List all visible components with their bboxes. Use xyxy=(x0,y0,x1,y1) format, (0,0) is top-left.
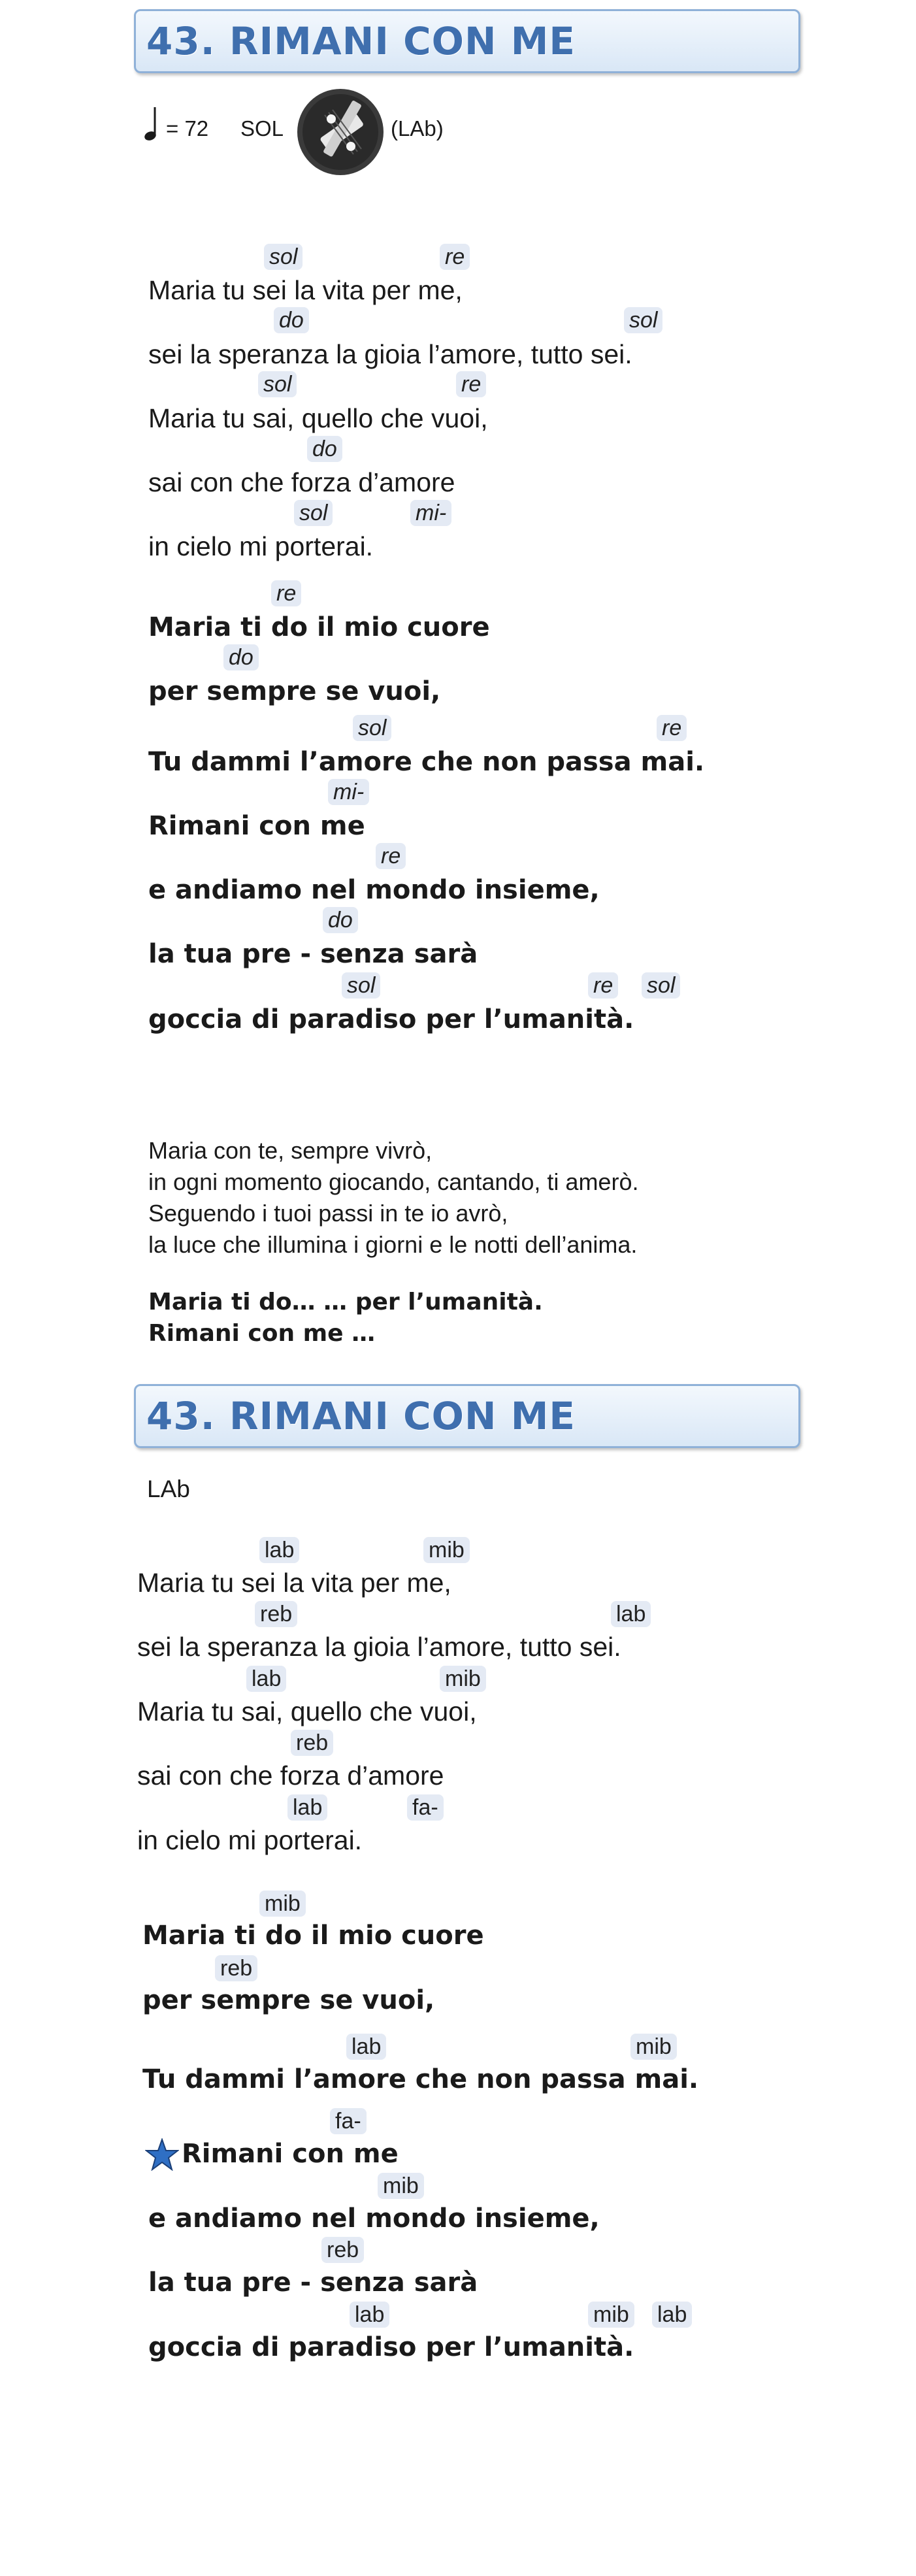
key-original: SOL xyxy=(240,116,284,140)
lyric-line: Maria tu sai, quello che vuoi, xyxy=(137,1696,477,1726)
tempo-marking: = 72 xyxy=(166,116,209,140)
lyric-line: Maria tu sai, quello che vuoi, xyxy=(148,403,488,433)
lyric-line: sei la speranza la gioia l’amore, tutto sei. xyxy=(137,1632,621,1662)
lyric-line: Maria tu sei la vita per me, xyxy=(137,1568,451,1598)
lyric-line: in cielo mi porterai. xyxy=(148,531,374,561)
chord: sol xyxy=(342,972,380,999)
lyric-line: sai con che forza d’amore xyxy=(137,1760,444,1791)
chorus-line: per sempre se vuoi, xyxy=(142,1985,435,2015)
chord: mib xyxy=(378,2173,424,2199)
chorus-line: la tua pre - senza sarà xyxy=(148,939,478,969)
chorus-line: la tua pre - senza sarà xyxy=(148,2268,478,2298)
chord: lab xyxy=(287,1794,327,1821)
chord: mib xyxy=(630,2034,677,2060)
chorus-line: Tu dammi l’amore che non passa mai. xyxy=(148,747,705,777)
refrain-reference: Rimani con me … xyxy=(148,1320,376,1347)
song-title-banner xyxy=(134,9,800,73)
refrain-reference: Maria ti do… … per l’umanità. xyxy=(148,1289,543,1315)
lyric-line: Maria tu sei la vita per me, xyxy=(148,275,463,305)
chord: reb xyxy=(291,1730,333,1756)
chord: do xyxy=(274,307,309,333)
chorus-line: e andiamo nel mondo insieme, xyxy=(148,2204,600,2234)
quarter-note-icon xyxy=(142,105,162,144)
chord: fa- xyxy=(330,2108,367,2134)
chord: sol xyxy=(258,371,297,397)
chorus-line: Maria ti do il mio cuore xyxy=(142,1921,484,1951)
chord: mib xyxy=(440,1666,486,1692)
chord: lab xyxy=(611,1601,651,1627)
verse2-line: Maria con te, sempre vivrò, xyxy=(148,1137,433,1164)
chord: mib xyxy=(588,2302,634,2328)
chord: lab xyxy=(346,2034,386,2060)
chord: lab xyxy=(246,1666,286,1692)
chord: reb xyxy=(255,1601,297,1627)
chord: do xyxy=(307,436,342,462)
verse2-line: Seguendo i tuoi passi in te io avrò, xyxy=(148,1200,508,1227)
chord: sol xyxy=(294,500,333,526)
chorus-line: Tu dammi l’amore che non passa mai. xyxy=(142,2064,699,2094)
chorus-line: goccia di paradiso per l’umanità. xyxy=(148,1004,634,1034)
chord: re xyxy=(588,972,618,999)
chorus-line: Maria ti do il mio cuore xyxy=(148,612,490,642)
verse2-line: in ogni momento giocando, cantando, ti amerò. xyxy=(148,1168,639,1195)
chord: mi- xyxy=(410,500,451,526)
key-alternate: (LAb) xyxy=(391,116,444,140)
chord: lab xyxy=(350,2302,389,2328)
chorus-line: Rimani con me xyxy=(182,2139,399,2169)
chord: re xyxy=(440,244,470,270)
chord: fa- xyxy=(407,1794,444,1821)
chord: re xyxy=(456,371,486,397)
chord: reb xyxy=(215,1955,257,1981)
chorus-line: per sempre se vuoi, xyxy=(148,676,441,706)
chord: mib xyxy=(423,1537,470,1563)
chord: lab xyxy=(259,1537,299,1563)
chord: reb xyxy=(321,2237,364,2263)
chorus-line: e andiamo nel mondo insieme, xyxy=(148,875,600,905)
lyric-line: sei la speranza la gioia l’amore, tutto sei. xyxy=(148,339,632,369)
song-title-banner xyxy=(134,1384,800,1448)
chord: do xyxy=(223,644,259,670)
chord: do xyxy=(323,907,358,933)
song-title: 43. RIMANI CON ME xyxy=(146,1394,576,1438)
star-icon xyxy=(145,2138,179,2171)
chorus-line: Rimani con me xyxy=(148,811,365,841)
verse2-line: la luce che illumina i giorni e le notti dell’anima. xyxy=(148,1231,638,1258)
chord: re xyxy=(376,843,406,869)
chord: sol xyxy=(642,972,680,999)
chord: mib xyxy=(259,1891,306,1917)
chord: lab xyxy=(652,2302,692,2328)
chord: sol xyxy=(353,715,391,741)
lyric-line: in cielo mi porterai. xyxy=(137,1825,363,1855)
chord: sol xyxy=(624,307,662,333)
chord: sol xyxy=(264,244,303,270)
chord: re xyxy=(657,715,687,741)
song-title: 43. RIMANI CON ME xyxy=(146,19,576,63)
lyric-line: sai con che forza d’amore xyxy=(148,467,455,497)
key-label: LAb xyxy=(147,1476,190,1502)
chord: re xyxy=(271,580,301,606)
chorus-line: goccia di paradiso per l’umanità. xyxy=(148,2332,634,2362)
guitar-icon xyxy=(295,86,386,178)
chord: mi- xyxy=(328,779,369,805)
